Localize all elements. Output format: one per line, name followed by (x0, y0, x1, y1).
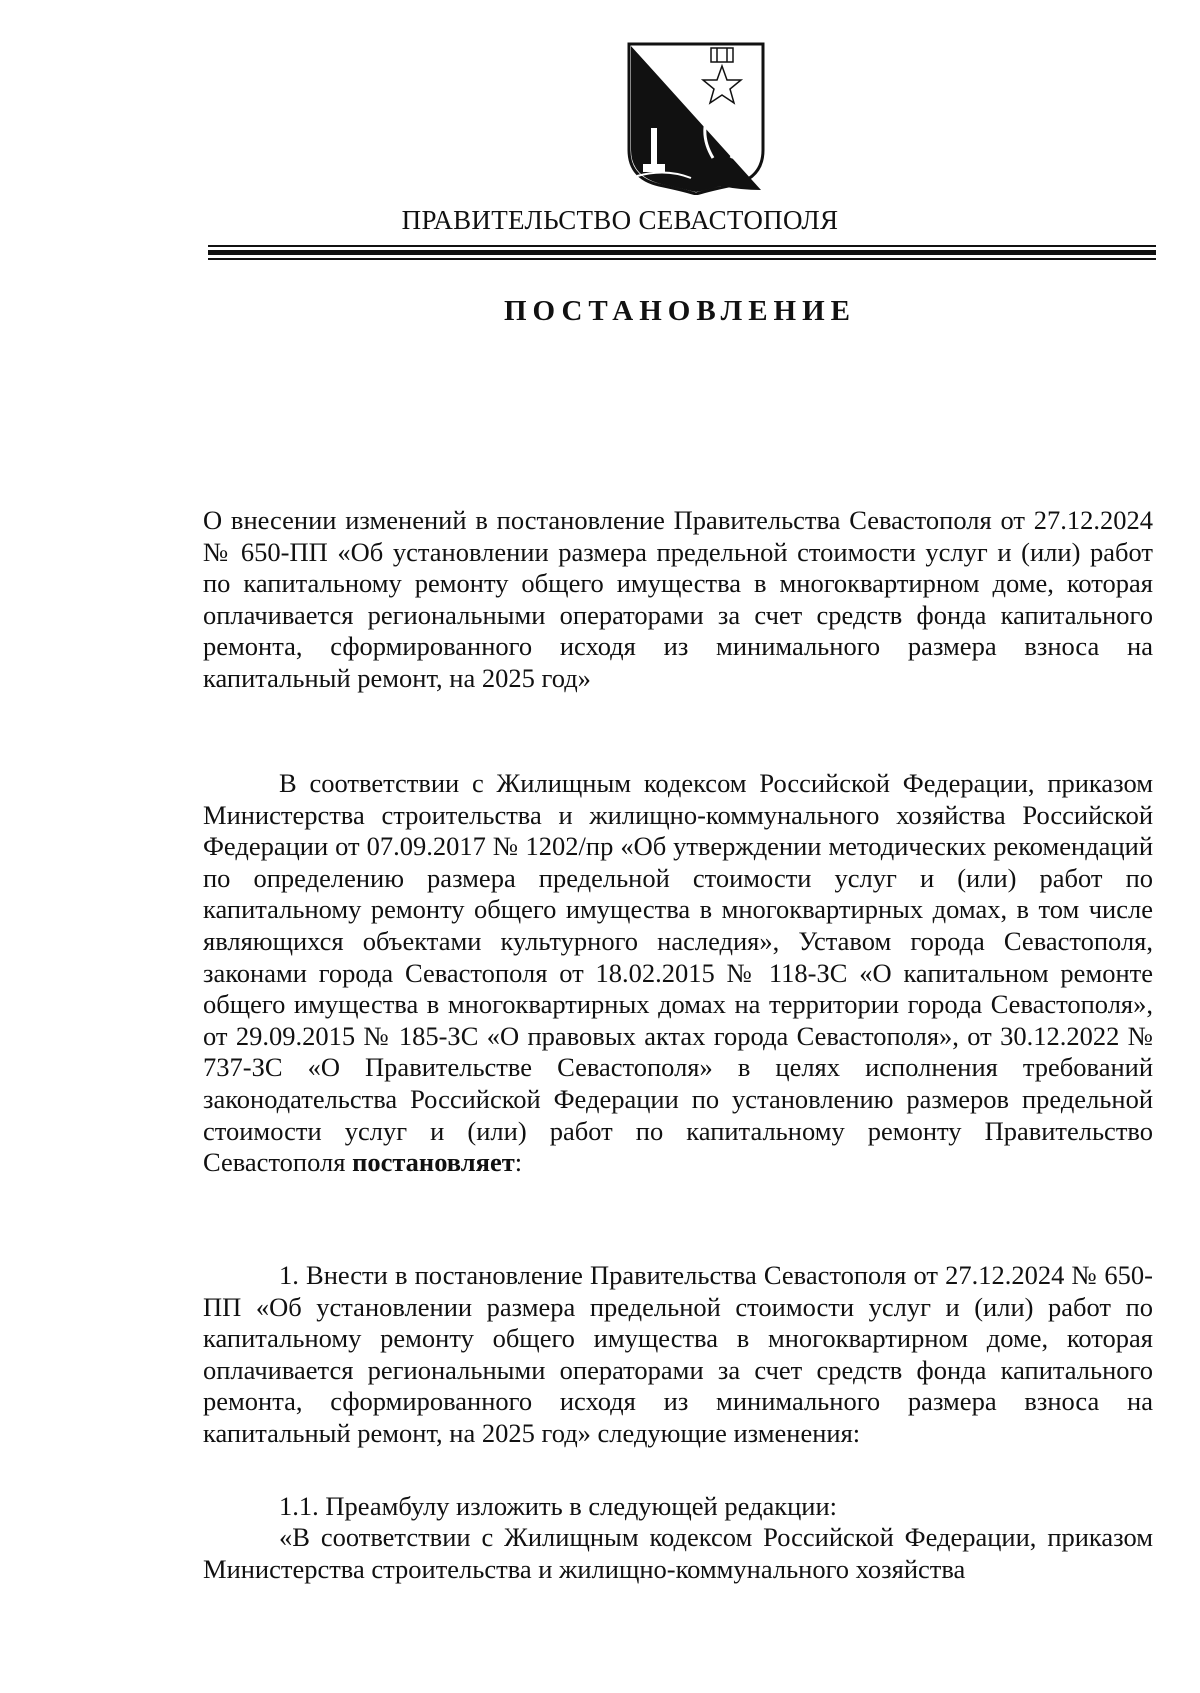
header-divider-top (208, 245, 1156, 247)
item-1-1-paragraph: 1.1. Преамбулу изложить в следующей редакции: (279, 1491, 838, 1521)
organization-name: ПРАВИТЕЛЬСТВО СЕВАСТОПОЛЯ (401, 205, 839, 235)
header-divider-bottom (208, 258, 1156, 260)
item-1-paragraph: 1. Внести в постановление Правительства Севастополя от 27.12.2024 № 650-ПП «Об установлении размера предельной стоимости услуг и (или) работ по капитальному ремонту общего имущества в многоквартирном доме, которая оплачивается региональными операторами за счет средств фонда капитального ремонта, сформированного исходя из минимального размера взноса на капитальный ремонт, на 2025 год» следующие изменения: (203, 1260, 1153, 1448)
decision-word: постановляет (352, 1147, 515, 1178)
decision-colon: : (514, 1147, 523, 1178)
document-type: ПОСТАНОВЛЕНИЕ (503, 295, 856, 327)
preamble-text: В соответствии с Жилищным кодексом Российской Федерации, приказом Министерства строительства и жилищно-коммунального хозяйства Российской Федерации от 07.09.2017 № 1202/пр «Об утверждении методических рекомендаций по определению размера предельной стоимости услуг и (или) работ по капитальному ремонту общего имущества в многоквартирных домах, в том числе являющихся объектами культурного наследия», Уставом города Севастополя, законами города Севастополя от 18.02.2015 № 118-ЗС «О капитальном ремонте общего имущества в многоквартирных домах на территории города Севастополя», от 29.09.2015 № 185-ЗС «О правовых актах города Севастополя», от 30.12.2022 № 737-ЗС «О Правительстве Севастополя» в целях исполнения требований законодательства Российской Федерации по установлению размеров предельной стоимости услуг и (или) работ по капитальному ремонту Правительство Севастополя (203, 768, 1153, 1178)
preamble-paragraph (203, 768, 1153, 1179)
sevastopol-coat-of-arms-icon (621, 40, 771, 195)
quoted-preamble-start: «В соответствии с Жилищным кодексом Российской Федерации, приказом Министерства строительства и жилищно-коммунального хозяйства (203, 1522, 1153, 1584)
header-divider-thick (208, 250, 1156, 255)
document-title: О внесении изменений в постановление Правительства Севастополя от 27.12.2024 № 650-ПП «Об установлении размера предельной стоимости услуг и (или) работ по капитальному ремонту общего имущества в многоквартирном доме, которая оплачивается региональными операторами за счет средств фонда капитального ремонта, сформированного исходя из минимального размера взноса на капитальный ремонт, на 2025 год» (203, 505, 1153, 693)
